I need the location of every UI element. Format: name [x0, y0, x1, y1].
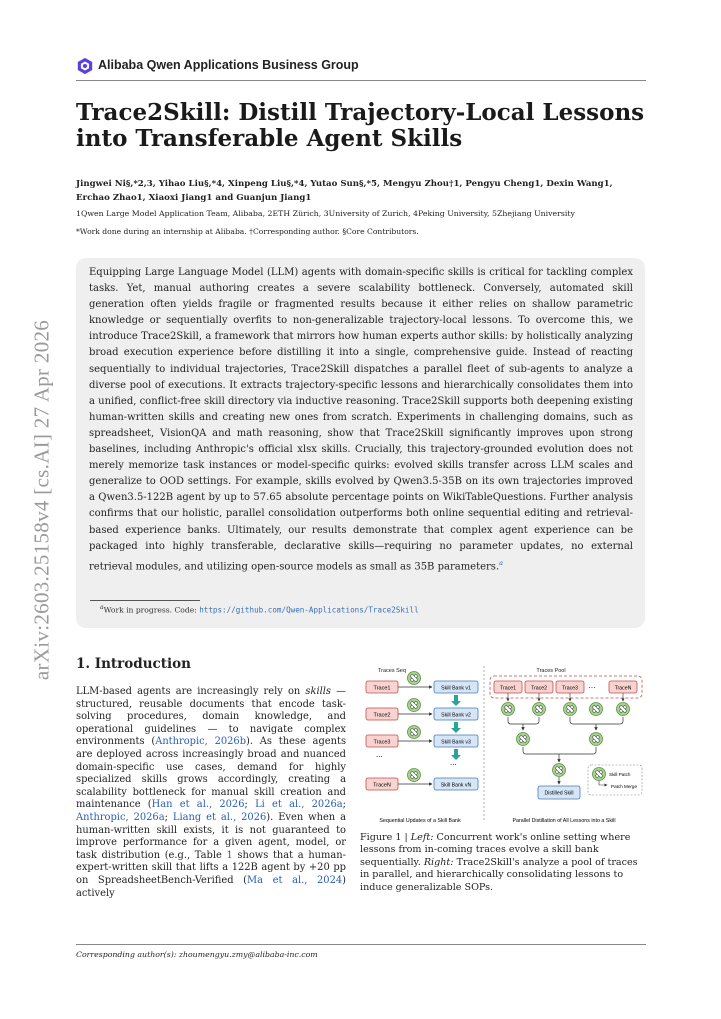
right-panel-caption: Parallel Distillation of All Lessons into a Skill — [512, 818, 616, 824]
trace-label: Trace3 — [373, 739, 391, 746]
footer-divider — [76, 944, 646, 945]
paper-title — [76, 100, 656, 152]
left-panel-caption: Sequential Updates of a Skill Bank — [379, 818, 461, 824]
skill-patch-icon — [590, 703, 603, 716]
trace-label: Trace2 — [373, 712, 391, 719]
arxiv-stamp — [22, 300, 62, 700]
table-ref-link[interactable]: 1 — [226, 849, 233, 861]
skill-bank-label: Skill Bank v2 — [441, 712, 471, 719]
svg-text:TraceN: TraceN — [614, 685, 632, 692]
seq-trace-row-1 — [366, 672, 478, 694]
abstract-divider — [90, 600, 200, 601]
patch-merge-icon — [517, 733, 530, 746]
skill-patch-icon — [408, 672, 421, 685]
legend-merge-label: Patch Merge — [611, 784, 638, 789]
svg-text:Trace2: Trace2 — [531, 685, 547, 692]
citation-link[interactable]: Ma et al., 2024 — [247, 874, 343, 886]
legend-patch-label: Skill Patch — [609, 772, 631, 777]
skill-patch-icon — [533, 703, 546, 716]
abstract-footnote — [100, 604, 419, 615]
abstract-note-marker: a — [499, 558, 504, 567]
final-merge-bracket — [523, 747, 596, 762]
left-panel-title: Traces Seq — [378, 668, 406, 674]
title-line-1: Trace2Skill: Distill Trajectory-Local Lessons — [76, 99, 645, 126]
pool-ellipsis: ··· — [588, 683, 596, 692]
skill-patch-icon — [617, 703, 630, 716]
pool-trace-2 — [525, 681, 553, 693]
skill-patch-icon — [408, 769, 421, 782]
authors-line-2: Erchao Zhao1, Xiaoxi Jiang1 and Guanjun Jiang1 — [76, 193, 312, 203]
seq-ellipsis: ... — [376, 750, 383, 759]
affiliations: 1Qwen Large Model Application Team, Alibaba, 2ETH Zürich, 3University of Zurich, 4Peking University, 5Zhejiang University — [76, 209, 575, 218]
bank-ellipsis: ... — [450, 758, 457, 767]
citation-link[interactable]: Han et al., 2026 — [151, 799, 245, 811]
svg-text:Trace3: Trace3 — [562, 685, 578, 692]
pool-trace-3 — [556, 681, 584, 693]
patch-merge-icon — [590, 733, 603, 746]
citation-link[interactable]: Anthropic, 2026a — [76, 811, 165, 823]
skill-bank-label: Skill Bank vN — [440, 782, 472, 789]
seq-trace-row-2 — [366, 699, 478, 721]
brand-name: Alibaba Qwen Applications Business Group — [98, 58, 359, 72]
trace-label: TraceN — [373, 782, 391, 789]
author-list — [76, 177, 656, 205]
seq-trace-row-3 — [366, 726, 478, 748]
skill-patch-icon — [564, 703, 577, 716]
abstract-text: Equipping Large Language Model (LLM) agents with domain-specific skills is critical for tackling complex tasks. Yet, manual authoring creates a severe scalability bottleneck. Conversely, automated skill generation often yields fragile or fragmented results because it either relies on shallow parametric knowledge or sequentially overfits to non-generalizable trajectory-local lessons. To overcome this, we introduce Trace2Skill, a framework that mirrors how human experts author skills: by holistically analyzing broad execution experience before distilling it into a single, comprehensive guide. Instead of reacting sequentially to individual trajectories, Trace2Skill dispatches a parallel fleet of sub-agents to analyze a diverse pool of executions. It extracts trajectory-specific lessons and hierarchically consolidates them into a unified, conflict-free skill directory via inductive reasoning. Trace2Skill supports both deepening existing human-written skills and creating new ones from scratch. Experiments in challenging domains, such as spreadsheet, VisionQA and math reasoning, show that Trace2Skill significantly improves upon strong baselines, including Anthropic's official xlsx skills. Crucially, this trajectory-grounded evolution does not merely memorize task instances or model-specific quirks: evolved skills transfer across LLM scales and generalize to OOD settings. For example, skills evolved by Qwen3.5-35B on its own trajectories improved a Qwen3.5-122B agent by up to 57.65 absolute percentage points on WikiTableQuestions. Further analysis confirms that our holistic, parallel consolidation outperforms both online sequential editing and retrieval-based experience banks. Ultimately, our results demonstrate that complex agent experience can be packaged into highly transferable, declarative skills—requiring no parameter updates, no external retrieval modules, and utilizing open-source models as small as 35B parameters.$^a$ — [89, 267, 633, 573]
note-label: Work in progress. Code: — [103, 605, 200, 615]
skill-patch-icon — [502, 703, 515, 716]
figure-1-caption: Figure 1 | Left: Concurrent work's online setting where lessons from in-coming traces evolve a skill bank sequentially. Right: Trace2Skill's analyze a pool of traces in parallel, and hierarchically consolidating lessons to induce generalizable SOPs. — [360, 832, 638, 893]
skill-bank-label: Skill Bank v3 — [441, 739, 471, 746]
right-panel-title: Traces Pool — [536, 668, 566, 674]
pool-arrows — [508, 693, 623, 701]
contribution-footnote: *Work done during an internship at Alibaba. †Corresponding author. §Core Contributors. — [76, 227, 419, 236]
introduction-paragraph: LLM-based agents are increasingly rely on skills — structured, reusable documents that encode task-solving procedures, domain knowledge, and operational guidelines — to navigate complex environments (Anthropic, 2026b). As these agents are deployed across increasingly broad and nuanced domain-specific use cases, demand for highly specialized skills grows accordingly, creating a scalability bottleneck for manual skill creation and maintenance (Han et al., 2026; Li et al., 2026a; Anthropic, 2026a; Liang et al., 2026). Even when a human-written skill exists, it is not guaranteed to improve performance for a given agent, model, or task distribution (e.g., Table 1 shows that a human-expert-written skill that lifts a 122B agent by +20 pp on SpreadsheetBench-Verified (Ma et al., 2024) actively — [76, 686, 347, 899]
citation-link[interactable]: Li et al., 2026a — [255, 799, 343, 811]
citation-link[interactable]: Anthropic, 2026b — [155, 736, 247, 748]
skill-bank-label: Skill Bank v1 — [441, 685, 471, 692]
header-brand — [76, 54, 646, 81]
arxiv-id: arXiv:2603.25158v4 [cs.AI] 27 Apr 2026 — [29, 319, 54, 681]
svg-text:Trace1: Trace1 — [500, 685, 516, 692]
skill-patch-icon — [408, 726, 421, 739]
patch-merge-icon — [553, 764, 566, 777]
distilled-skill-label: Distilled Skill — [544, 790, 574, 797]
authors-line-1: Jingwei Ni§,*2,3, Yihao Liu§,*4, Xinpeng Liu§,*4, Yutao Sun§,*5, Mengyu Zhou†1, Pengyu Cheng1, Dexin Wang1, — [76, 179, 613, 189]
merge-brackets — [508, 717, 623, 730]
alibaba-qwen-logo-icon — [76, 57, 94, 75]
section-heading-introduction: 1. Introduction — [76, 656, 191, 672]
code-link[interactable]: https://github.com/Qwen-Applications/Trace2Skill — [199, 605, 419, 615]
pool-trace-n — [609, 681, 637, 693]
bank-update-arrows — [451, 695, 461, 760]
abstract-box — [76, 258, 645, 628]
seq-trace-row-n — [366, 769, 478, 791]
citation-link[interactable]: Liang et al., 2026 — [172, 811, 267, 823]
skill-patch-icon — [408, 699, 421, 712]
pool-trace-1 — [494, 681, 522, 693]
corresponding-author: Corresponding author(s): zhoumengyu.zmy@alibaba-inc.com — [76, 950, 318, 959]
figure-1-diagram — [356, 660, 646, 828]
title-line-2: into Transferable Agent Skills — [76, 125, 463, 152]
note-mark: a — [100, 604, 104, 611]
trace-label: Trace1 — [373, 685, 391, 692]
legend-patch-icon — [593, 768, 606, 781]
